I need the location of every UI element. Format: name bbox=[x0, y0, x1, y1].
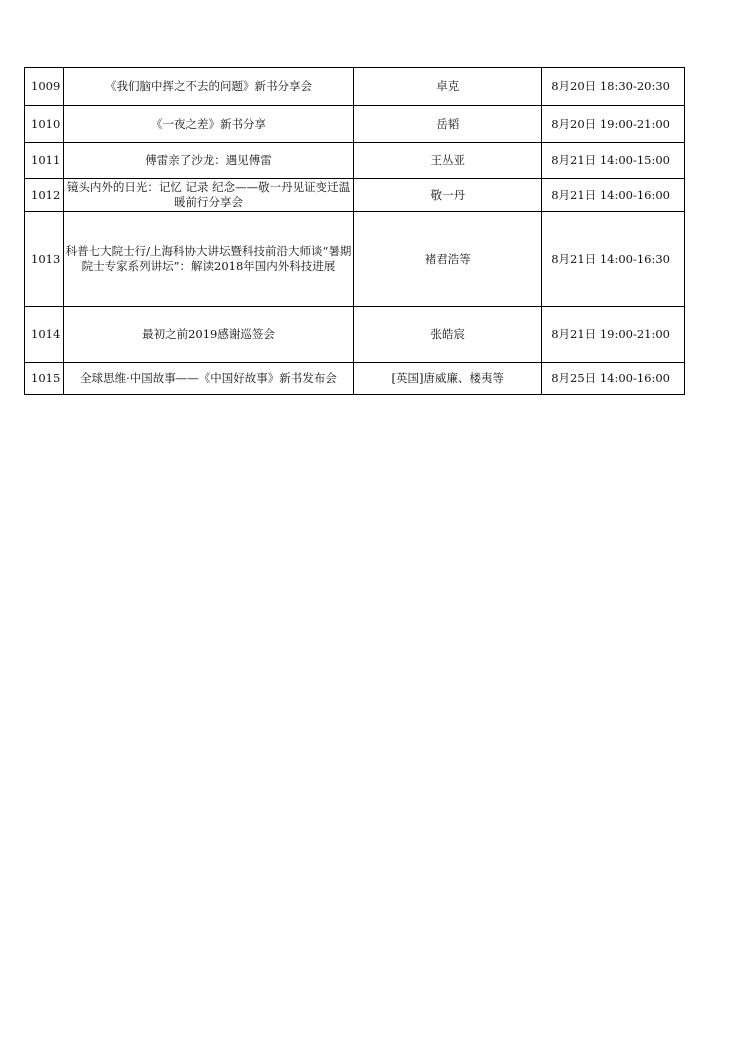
event-time: 8月21日 14:00-16:00 bbox=[542, 179, 685, 212]
event-time: 8月21日 19:00-21:00 bbox=[542, 307, 685, 363]
event-time: 8月21日 14:00-15:00 bbox=[542, 143, 685, 179]
event-id: 1014 bbox=[25, 307, 64, 363]
event-id: 1015 bbox=[25, 363, 64, 395]
event-id: 1009 bbox=[25, 68, 64, 106]
event-guest: 王丛亚 bbox=[354, 143, 542, 179]
event-id: 1010 bbox=[25, 106, 64, 143]
event-title: 傅雷亲了沙龙：遇见傅雷 bbox=[63, 143, 354, 179]
event-time: 8月20日 19:00-21:00 bbox=[542, 106, 685, 143]
event-id: 1013 bbox=[25, 212, 64, 307]
event-title: 《我们脑中挥之不去的问题》新书分享会 bbox=[63, 68, 354, 106]
event-guest: 岳韬 bbox=[354, 106, 542, 143]
event-title: 镜头内外的日光：记忆 记录 纪念——敬一丹见证变迁温暖前行分享会 bbox=[63, 179, 354, 212]
table-row bbox=[25, 363, 685, 395]
event-title: 科普七大院士行/上海科协大讲坛暨科技前沿大师谈“暑期院士专家系列讲坛”：解读2018年国内外科技进展 bbox=[63, 212, 354, 307]
event-time: 8月25日 14:00-16:00 bbox=[542, 363, 685, 395]
event-guest: 褚君浩等 bbox=[354, 212, 542, 307]
event-schedule-table bbox=[24, 67, 685, 395]
table-row bbox=[25, 212, 685, 307]
table-row bbox=[25, 307, 685, 363]
table-row bbox=[25, 143, 685, 179]
event-time: 8月21日 14:00-16:30 bbox=[542, 212, 685, 307]
event-title: 全球思维·中国故事——《中国好故事》新书发布会 bbox=[63, 363, 354, 395]
event-title: 《一夜之差》新书分享 bbox=[63, 106, 354, 143]
table-row bbox=[25, 179, 685, 212]
event-time: 8月20日 18:30-20:30 bbox=[542, 68, 685, 106]
table-row bbox=[25, 68, 685, 106]
event-id: 1011 bbox=[25, 143, 64, 179]
event-guest: 张皓宸 bbox=[354, 307, 542, 363]
event-guest: [英国]唐威廉、楼夷等 bbox=[354, 363, 542, 395]
event-guest: 敬一丹 bbox=[354, 179, 542, 212]
event-id: 1012 bbox=[25, 179, 64, 212]
table-row bbox=[25, 106, 685, 143]
event-guest: 卓克 bbox=[354, 68, 542, 106]
event-title: 最初之前2019感谢巡签会 bbox=[63, 307, 354, 363]
